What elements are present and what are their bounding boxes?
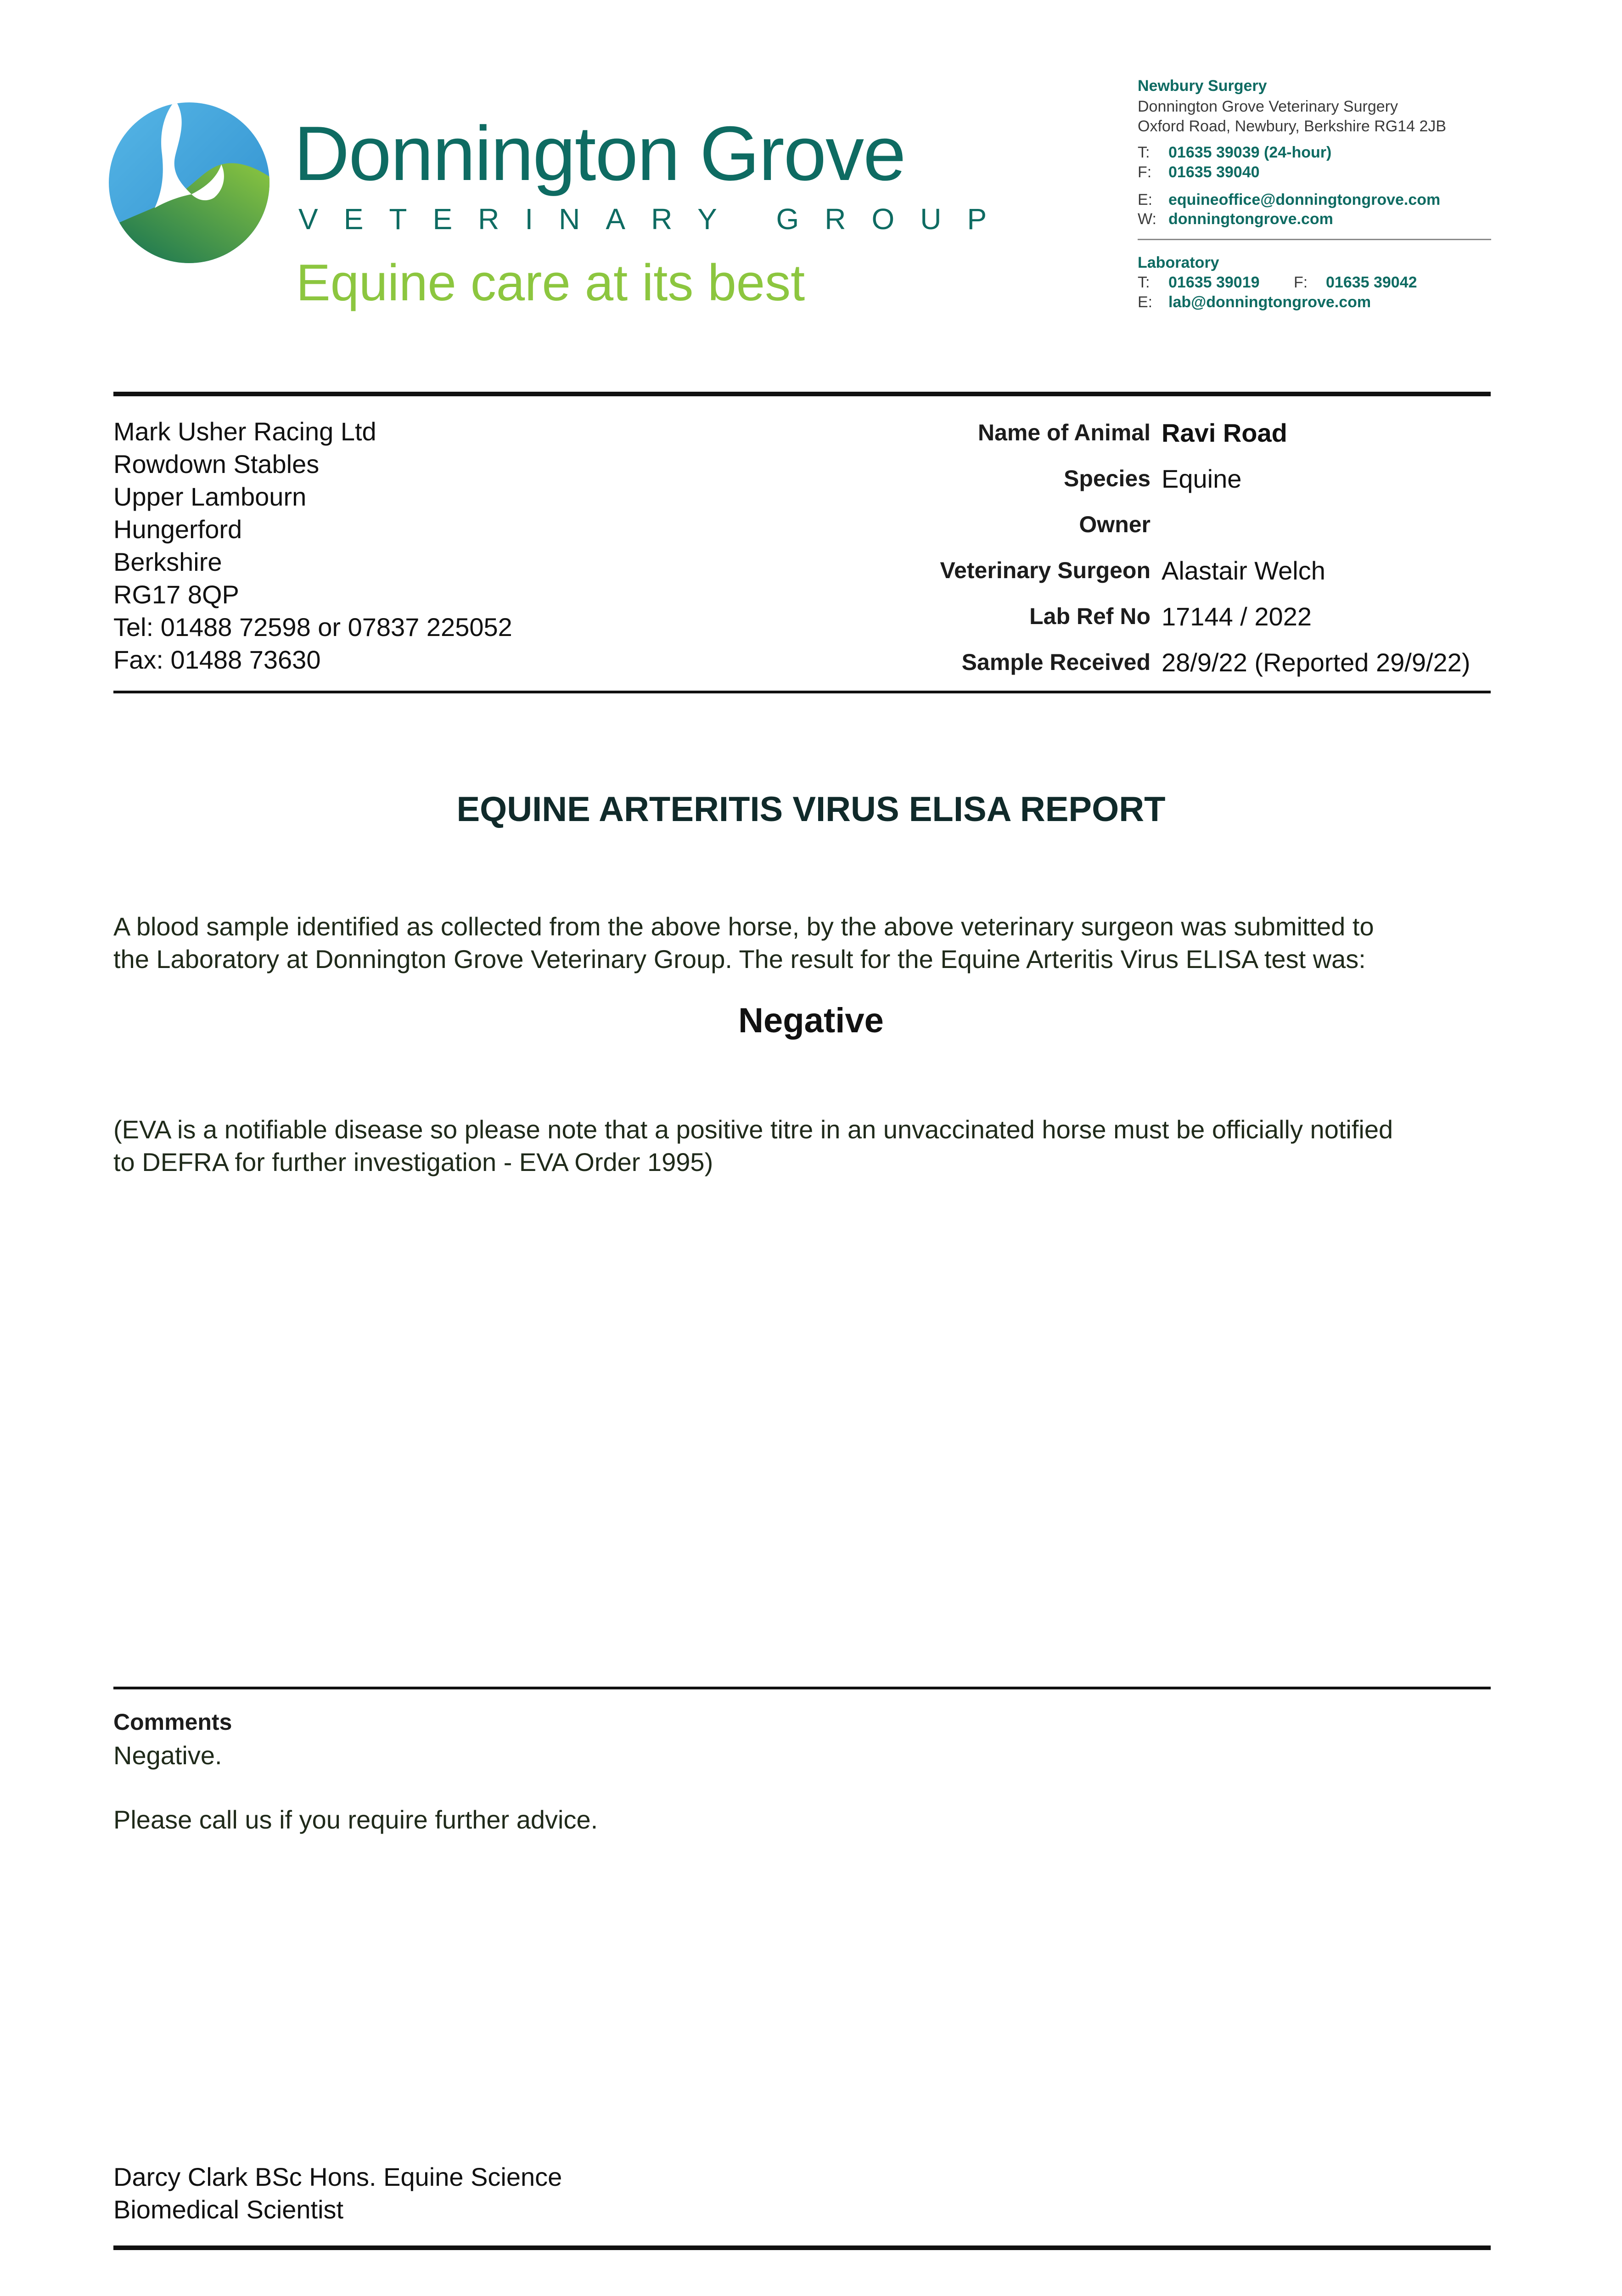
field-label-owner: Owner [1079,512,1151,537]
lab-email-label: E: [1138,293,1153,311]
footer-divider [113,2245,1491,2250]
details-divider [113,691,1491,693]
header-divider [113,392,1491,396]
web-label: W: [1138,210,1156,228]
comments-text: Negative. [113,1741,222,1770]
notifiable-note: (EVA is a notifiable disease so please note that a positive titre in an unvaccinated horse must be officially notified [113,1115,1393,1144]
lab-fax-label: F: [1294,274,1308,291]
lab-title: Laboratory [1138,254,1219,271]
client-fax: Fax: 01488 73630 [113,645,321,674]
brand-tagline: Equine care at its best [296,254,805,311]
signatory-name: Darcy Clark BSc Hons. Equine Science [113,2162,562,2191]
client-line: RG17 8QP [113,580,239,609]
comments-advice: Please call us if you require further advice. [113,1805,598,1834]
email-label: E: [1138,191,1153,208]
field-label-species: Species [1063,466,1151,491]
comments-heading: Comments [113,1709,232,1735]
lab-tel-label: T: [1138,274,1150,291]
surgery-title: Newbury Surgery [1138,77,1267,95]
client-line: Mark Usher Racing Ltd [113,417,376,446]
client-line: Hungerford [113,515,242,544]
sample-received-value: 28/9/22 (Reported 29/9/22) [1162,648,1470,677]
surgery-phone: 01635 39039 (24-hour) [1168,144,1332,161]
vet-value: Alastair Welch [1162,556,1325,585]
report-title: EQUINE ARTERITIS VIRUS ELISA REPORT [456,790,1166,829]
field-label-sample-received: Sample Received [961,649,1151,675]
client-line: Berkshire [113,547,222,576]
client-phone: Tel: 01488 72598 or 07837 225052 [113,613,512,642]
contact-divider [1138,239,1491,240]
surgery-fax: 01635 39040 [1168,163,1260,181]
lab-phone: 01635 39019 [1168,274,1260,291]
client-line: Rowdown Stables [113,450,320,478]
field-label-animal-name: Name of Animal [977,420,1151,445]
animal-name: Ravi Road [1162,418,1287,447]
signatory-role: Biomedical Scientist [113,2195,344,2224]
surgery-name: Donnington Grove Veterinary Surgery [1138,98,1398,115]
intro-text: A blood sample identified as collected from the above horse, by the above veterinary surgeon was submitted to [113,912,1374,941]
notifiable-note: to DEFRA for further investigation - EVA Order 1995) [113,1148,713,1176]
field-label-lab-ref: Lab Ref No [1029,603,1151,629]
comments-divider [113,1687,1491,1689]
brand-name: Donnington Grove [294,110,905,197]
intro-text: the Laboratory at Donnington Grove Veterinary Group. The result for the Equine Arteritis Virus ELISA test was: [113,945,1366,974]
fax-label: F: [1138,163,1152,181]
surgery-address: Oxford Road, Newbury, Berkshire RG14 2JB [1138,118,1447,135]
species-value: Equine [1162,464,1242,493]
client-line: Upper Lambourn [113,482,307,511]
test-result: Negative [738,1001,884,1040]
lab-fax: 01635 39042 [1326,274,1417,291]
tel-label: T: [1138,144,1150,161]
surgery-email-link[interactable]: equineoffice@donningtongrove.com [1168,191,1441,208]
lab-ref-value: 17144 / 2022 [1162,602,1312,631]
brand-subtitle: VETERINARY GROUP [298,203,1013,236]
lab-email-link[interactable]: lab@donningtongrove.com [1168,293,1371,311]
field-label-vet: Veterinary Surgeon [940,557,1151,583]
horse-head-logo-icon [107,100,272,265]
website-link[interactable]: donningtongrove.com [1168,210,1333,228]
